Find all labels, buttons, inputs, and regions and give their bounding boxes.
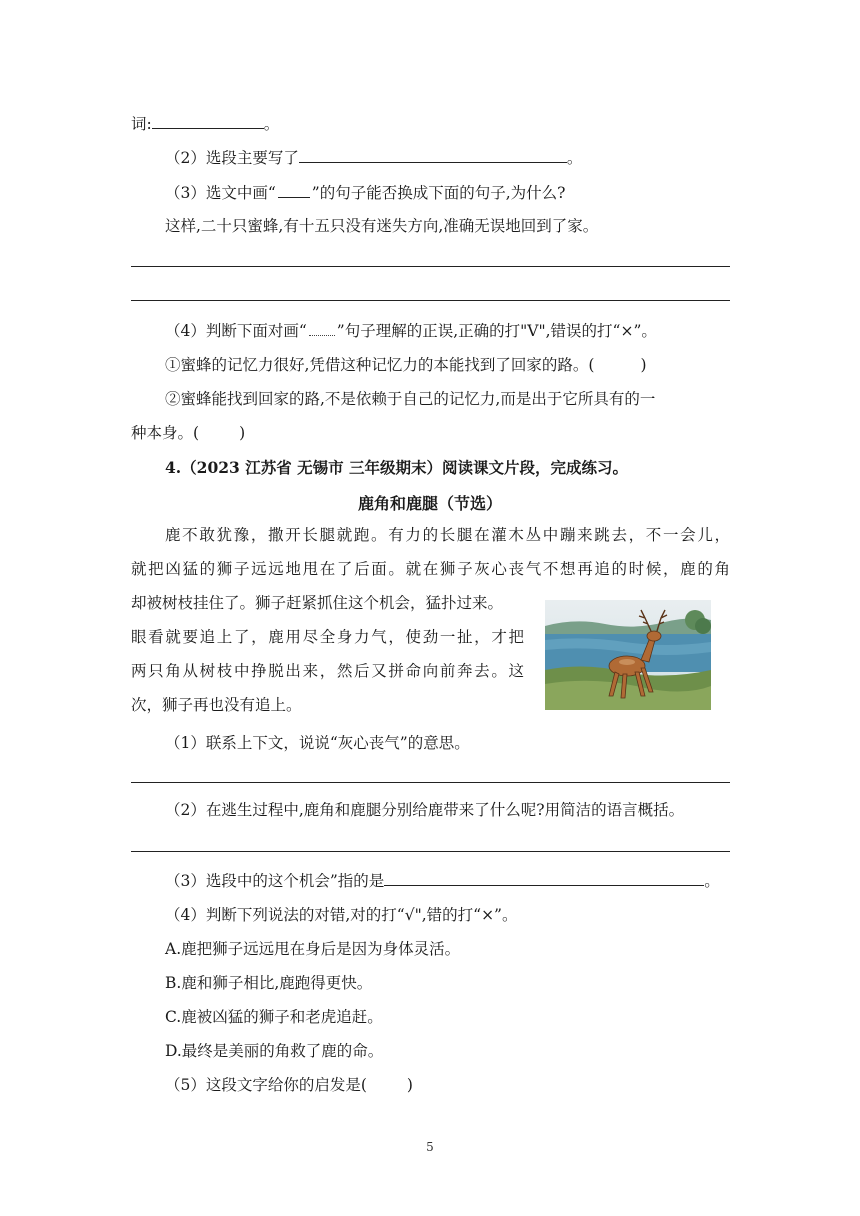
word-blank[interactable] [152,114,264,129]
passage-line: 鹿不敢犹豫，撒开长腿就跑。有力的长腿在灌木丛中蹦来跳去，不一会儿， [165,526,730,544]
q4-sub4: （4）判断下列说法的对错,对的打“√",错的打“×”。 [165,906,518,924]
passage-line: 却被树枝挂住了。狮子赶紧抓住这个机会，猛扑过来。 [131,594,504,612]
q3-sub3: （3）选文中画“ ”的句子能否换成下面的句子,为什么? [165,184,566,202]
answer-line[interactable] [131,266,730,267]
underline-mark [278,183,310,198]
q3-item2-line1: ②蜜蜂能找到回家的路,不是依赖于自己的记忆力,而是出于它所具有的一 [165,390,656,408]
q3-item2-line2: 种本身。( ) [131,424,246,442]
answer-line[interactable] [131,851,730,852]
option-b: B.鹿和狮子相比,鹿跑得更快。 [165,974,373,992]
q3-sub2: （2）选段主要写了 。 [165,149,583,167]
q4-header: 4.（2023 江苏省 无锡市 三年级期末）阅读课文片段，完成练习。 [165,458,629,477]
option-a: A.鹿把狮子远远甩在身后是因为身体灵活。 [165,940,461,958]
word-blank-line: 词: 。 [131,115,280,133]
q4-sub1: （1）联系上下文，说说“灰心丧气”的意思。 [165,734,470,752]
q4-sub3: （3）选段中的这个机会”指的是 。 [165,872,720,890]
passage-title: 鹿角和鹿腿（节选） [357,494,502,513]
answer-line[interactable] [131,300,730,301]
q3-sub4: （4）判断下面对画“ ”句子理解的正误,正确的打"V",错误的打“×”。 [165,322,657,340]
q3-sub3-sentence: 这样,二十只蜜蜂,有十五只没有迷失方向,准确无误地回到了家。 [165,217,599,235]
option-d: D.最终是美丽的角救了鹿的命。 [165,1042,384,1060]
word-label: 词: [131,115,152,133]
passage-line: 就把凶猛的狮子远远地甩在了后面。就在狮子灰心丧气不想再追的时候，鹿的角 [131,560,730,578]
option-c: C.鹿被凶猛的狮子和老虎追赶。 [165,1008,383,1026]
q3-item1: ①蜜蜂的记忆力很好,凭借这种记忆力的本能找到了回家的路。( ) [165,356,647,374]
q4-sub5: （5）这段文字给你的启发是( ) [165,1076,413,1094]
deer-illustration [545,600,711,710]
q3-sub2-blank[interactable] [299,148,567,163]
page-number: 5 [426,1140,434,1154]
passage-line: 眼看就要追上了，鹿用尽全身力气，使劲一扯，才把 [131,628,524,646]
q4-sub3-blank[interactable] [384,871,704,886]
passage-line: 两只角从树枝中挣脱出来，然后又拼命向前奔去。这 [131,662,524,680]
passage-line: 次，狮子再也没有追上。 [131,696,302,714]
answer-line[interactable] [131,782,730,783]
q4-sub2: （2）在逃生过程中,鹿角和鹿腿分别给鹿带来了什么呢?用简洁的语言概括。 [165,801,685,819]
wavy-underline-mark [309,321,335,336]
